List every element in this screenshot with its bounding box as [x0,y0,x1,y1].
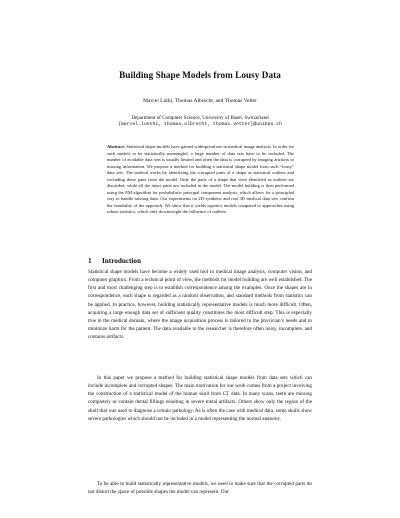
author-list: Marcel Lüthi, Thomas Albrecht, and Thomas Vetter [143,98,257,104]
abstract [107,144,294,216]
section-title: Introduction [102,257,142,265]
abstract-label: Abstract. [107,144,126,149]
affiliation: Department of Computer Science, University of Basel, Switzerland [131,115,269,121]
body-paragraph: In this paper we propose a method for building statistical shape models from data sets which can include incomplete and corrupted shapes. The main motivation for our work comes from a project involving the construction of a statistical model of the human skull from CT data. In many scans, teeth are missing completely or contain dental fillings resulting in severe metal artifacts. Others show only the region of the skull that was used to diagnose a certain pathology. As is often the case with medical data, some skulls show severe pathologies which should not be included in a model representing the normal anatomy. [88,375,312,422]
body-paragraph-2-block [88,374,312,423]
paper-title: Building Shape Models from Lousy Data [119,70,281,80]
abstract-text: Statistical shape models have gained widespread use in medical image analysis. In order for such models to be statistically meaningful, a large number of data sets have to be included. The number of available data sets is usually limited and often the data is corrupted by imaging artifacts or missing information. We propose a method for building a statistical shape model from such “lousy” data sets. The method works by identifying the corrupted parts of a shape as statistical outliers and excluding these parts from the model. Only the parts of a shape that were identified as outliers are discarded, while all the intact parts are included in the model. The model building is then performed using the EM algorithm for probabilistic principal component analysis, which allows for a principled way to handle missing data. Our experiments on 2D synthetic and real 3D medical data sets confirm the feasibility of the approach. We show that it yields superior models compared to approaches using robust statistics, which only downweight the influence of outliers. [107,144,295,215]
section-heading [88,257,141,265]
body-paragraph: To be able to build statistically representative models, we need to make sure that the corrupted parts do not distort the space of possible shapes the model can represent. Our [88,481,312,496]
body-paragraph-3-block [88,480,312,496]
section-number: 1 [88,257,92,265]
body-paragraph-1-block [88,268,312,341]
author-emails: {marcel.luethi, thomas.albrecht, thomas.vetter}@unibas.ch [117,122,283,127]
body-paragraph: Statistical shape models have become a widely used tool in medical image analysis, computer vision, and computer graphics. From a technical point of view, the methods for model building are well established. The first and most challenging step is to establish correspondence among the examples. Once the shapes are in correspondence, each shape is regarded as a random observation, and standard methods from statistics can be applied. In practice, however, building statistically representative models is much more difficult. Often, acquiring a large enough data set of sufficient quality constitutes the most difficult step. This is especially true in the medical domain, where the image acquisition process is tailored to the physician’s needs and to minimize harm for the patient. The data available to the researcher is therefore often noisy, incomplete, and contains artifacts. [88,269,312,341]
